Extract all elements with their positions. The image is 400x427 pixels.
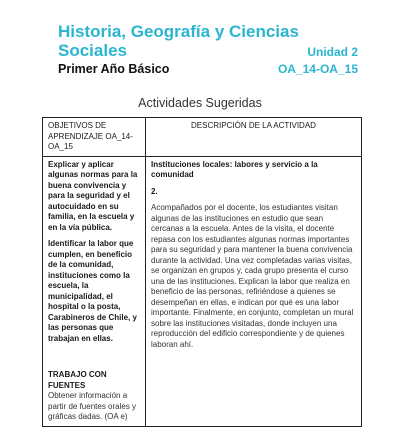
oa-range-label: OA_14-OA_15	[277, 62, 358, 76]
subheader-row	[58, 62, 358, 76]
objective-1: Explicar y aplicar algunas normas para la buena convivencia y para la seguridad y el autocuidado en su familia, en la escuela y en la vía pública.	[48, 159, 138, 232]
description-cell	[146, 156, 362, 426]
subject-title-line1: Historia, Geografía y Ciencias	[58, 22, 299, 41]
objectives-cell	[43, 156, 146, 426]
grade-label: Primer Año Básico	[58, 62, 170, 76]
unit-label: Unidad 2	[307, 45, 358, 59]
activity-number: 2.	[151, 186, 158, 196]
activity-description: Acompañados por el docente, los estudiantes visitan algunas de las instituciones en estudio que sean cercanas a la escuela. Antes de la visita, el docente repasa con los estudiantes algunas normas importantes para su seguridad y para mantener la buena convivencia durante la actividad. Una vez completadas varias visitas, se organizan en grupos y, cada grupo presenta el curso una de las instituciones. Explican la labor que realiza en beneficio de las personas, refiriéndose a quienes se desempeñan en ellas, e indican por qué es una labor importante. Finalmente, en conjunto, completan un mural sobre las instituciones visitadas, donde incluyen una reproducción del edificio correspondiente y de quienes laboran ahí.	[151, 203, 354, 349]
table-header-row	[43, 118, 362, 157]
skill-title: TRABAJO CON FUENTES	[48, 370, 107, 390]
objectives-column-header: OBJETIVOS DE APRENDIZAJE OA_14-OA_15	[43, 118, 146, 157]
document-header	[58, 22, 358, 76]
section-heading: Actividades Sugeridas	[138, 96, 262, 110]
skill-text: Obtener información a partir de fuentes orales y gráficas dadas. (OA e)	[48, 391, 137, 421]
subject-title-line2: Sociales	[58, 41, 127, 60]
activity-title: Instituciones locales: labores y servicio a la comunidad	[151, 159, 318, 179]
title-row	[58, 41, 358, 60]
description-column-header: DESCRIPCIÓN DE LA ACTIVIDAD	[146, 118, 362, 157]
table-row	[43, 156, 362, 426]
objective-2: Identificar la labor que cumplen, en beneficio de la comunidad, instituciones como la escuela, la municipalidad, el hospital o la posta, Carabineros de Chile, y las personas que trabajan en ellas.	[48, 239, 137, 343]
activities-table	[42, 117, 362, 427]
